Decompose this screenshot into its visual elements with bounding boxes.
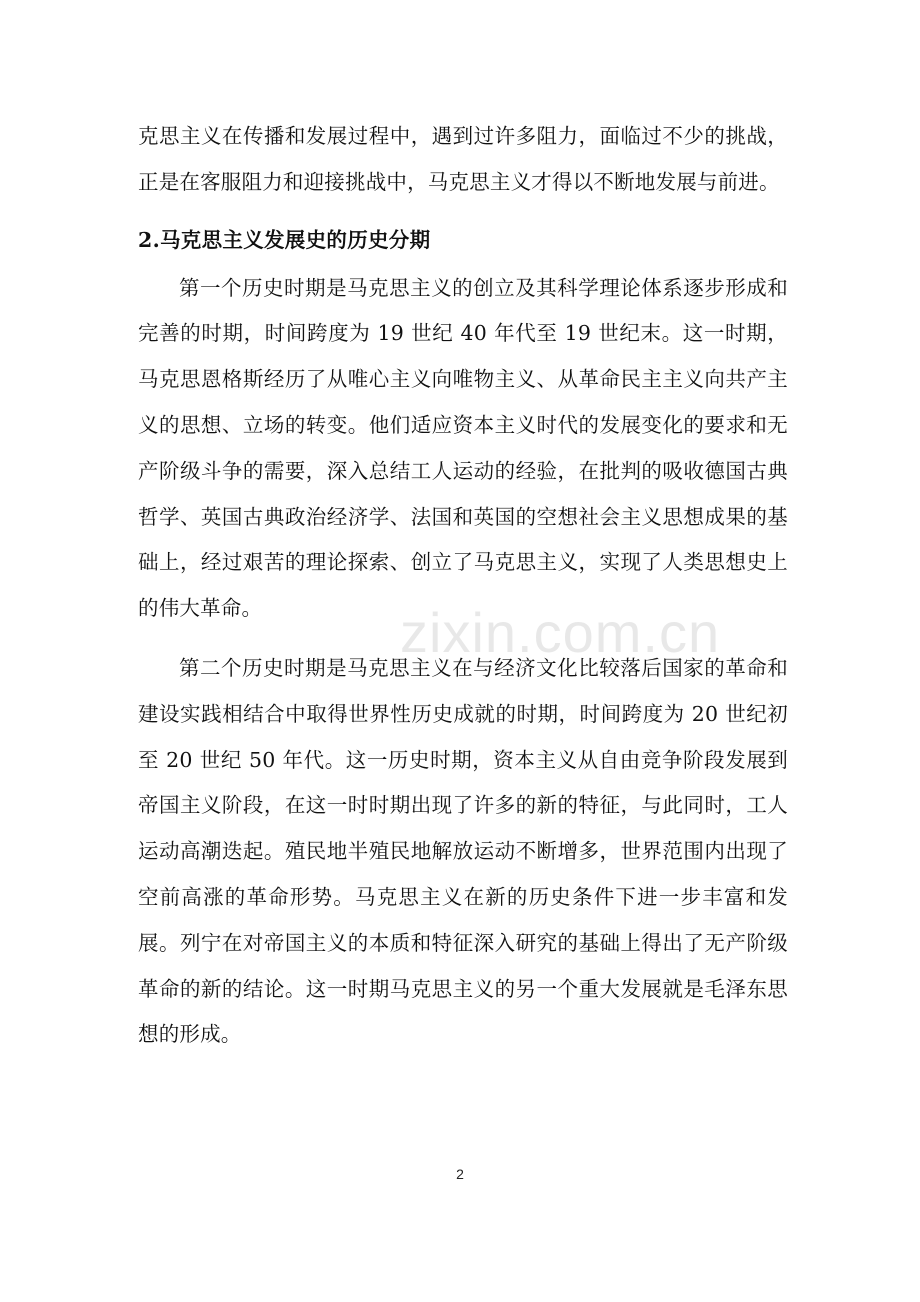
watermark: zixin.com.cn (400, 601, 721, 664)
page-content (138, 114, 788, 1058)
page-number: 2 (456, 1166, 464, 1182)
paragraph-second-period: 第二个历史时期是马克思主义在与经济文化比较落后国家的革命和建设实践相结合中取得世界性历史成就的时期，时间跨度为 20 世纪初至 20 世纪 50 年代。这一历史时期，资本主义从自由竞争阶段发展到帝国主义阶段，在这一时时期出现了许多的新的特征，与此同时，工人运动高潮迭起。殖民地半殖民地解放运动不断增多，世界范围内出现了空前高涨的革命形势。马克思主义在新的历史条件下进一步丰富和发展。列宁在对帝国主义的本质和特征深入研究的基础上得出了无产阶级革命的新的结论。这一时期马克思主义的另一个重大发展就是毛泽东思想的形成。 (138, 655, 788, 1047)
paragraph-first-period: 第一个历史时期是马克思主义的创立及其科学理论体系逐步形成和完善的时期，时间跨度为 19 世纪 40 年代至 19 世纪末。这一时期，马克思恩格斯经历了从唯心主义向唯物主义、从革命民主主义向共产主义的思想、立场的转变。他们适应资本主义时代的发展变化的要求和无产阶级斗争的需要，深入总结工人运动的经验，在批判的吸收德国古典哲学、英国古典政治经济学、法国和英国的空想社会主义思想成果的基础上，经过艰苦的理论探索、创立了马克思主义，实现了人类思想史上的伟大革命。 (138, 275, 788, 621)
section-heading: 2.马克思主义发展史的历史分期 (138, 227, 431, 252)
continued-paragraph: 克思主义在传播和发展过程中，遇到过许多阻力，面临过不少的挑战，正是在客服阻力和迎接挑战中，马克思主义才得以不断地发展与前进。 (138, 124, 788, 194)
